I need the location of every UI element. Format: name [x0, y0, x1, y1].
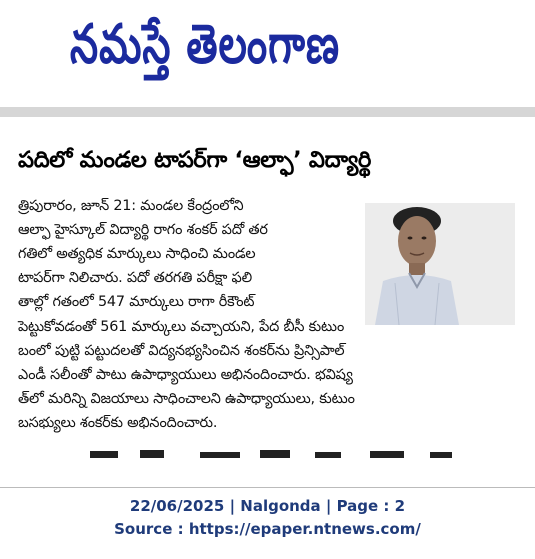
newspaper-logo: నమస్తే తెలంగాణ	[70, 14, 341, 77]
article-line: పెట్టుకోవడంతో 561 మార్కులు వచ్చాయని, పేద బీసీ కుటుం	[18, 319, 345, 335]
article-headline: పదిలో మండల టాపర్‌గా ‘ఆల్ఫా’ విద్యార్థి	[18, 147, 372, 173]
article-line: బంలో పుట్టి పట్టుదలతో విద్యనభ్యసించిన శంకర్‌ను ప్రిన్సిపాల్‌	[18, 343, 345, 359]
source-url: Source : https://epaper.ntnews.com/	[114, 520, 421, 538]
article-line: త్‌లో మరిన్ని విజయాలు సాధించాలని ఉపాధ్యాయులు, కుటుం	[18, 391, 355, 407]
article-line: త్రిపురారం, జూన్‌ 21: మండల కేంద్రంలోని	[18, 198, 244, 214]
masthead	[0, 0, 535, 106]
article-line: బసభ్యులు శంకర్‌కు అభినందించారు.	[18, 415, 218, 431]
article-line: ఎండీ సలీంతో పాటు ఉపాధ్యాయులు అభినందించారు. భవిష్య	[18, 367, 353, 383]
article-line: ఆల్ఫా హైస్కూల్‌ విద్యార్థి రాగం శంకర్‌ పదో తర	[18, 222, 268, 238]
edition-dateline: 22/06/2025 | Nalgonda | Page : 2	[129, 497, 406, 515]
article	[0, 117, 535, 487]
portrait-image	[365, 203, 515, 325]
masthead-divider	[0, 107, 535, 117]
article-line: టాపర్‌గా నిలిచారు. పదో తరగతి పరీక్షా ఫలి	[18, 270, 252, 286]
article-line: తాల్లో గతంలో 547 మార్కులు రాగా రీకౌంట్‌	[18, 294, 255, 310]
student-photo	[365, 203, 515, 325]
next-headline-cutoff	[70, 448, 500, 458]
article-line: గతిలో అత్యధిక మార్కులు సాధించి మండల	[18, 246, 256, 262]
